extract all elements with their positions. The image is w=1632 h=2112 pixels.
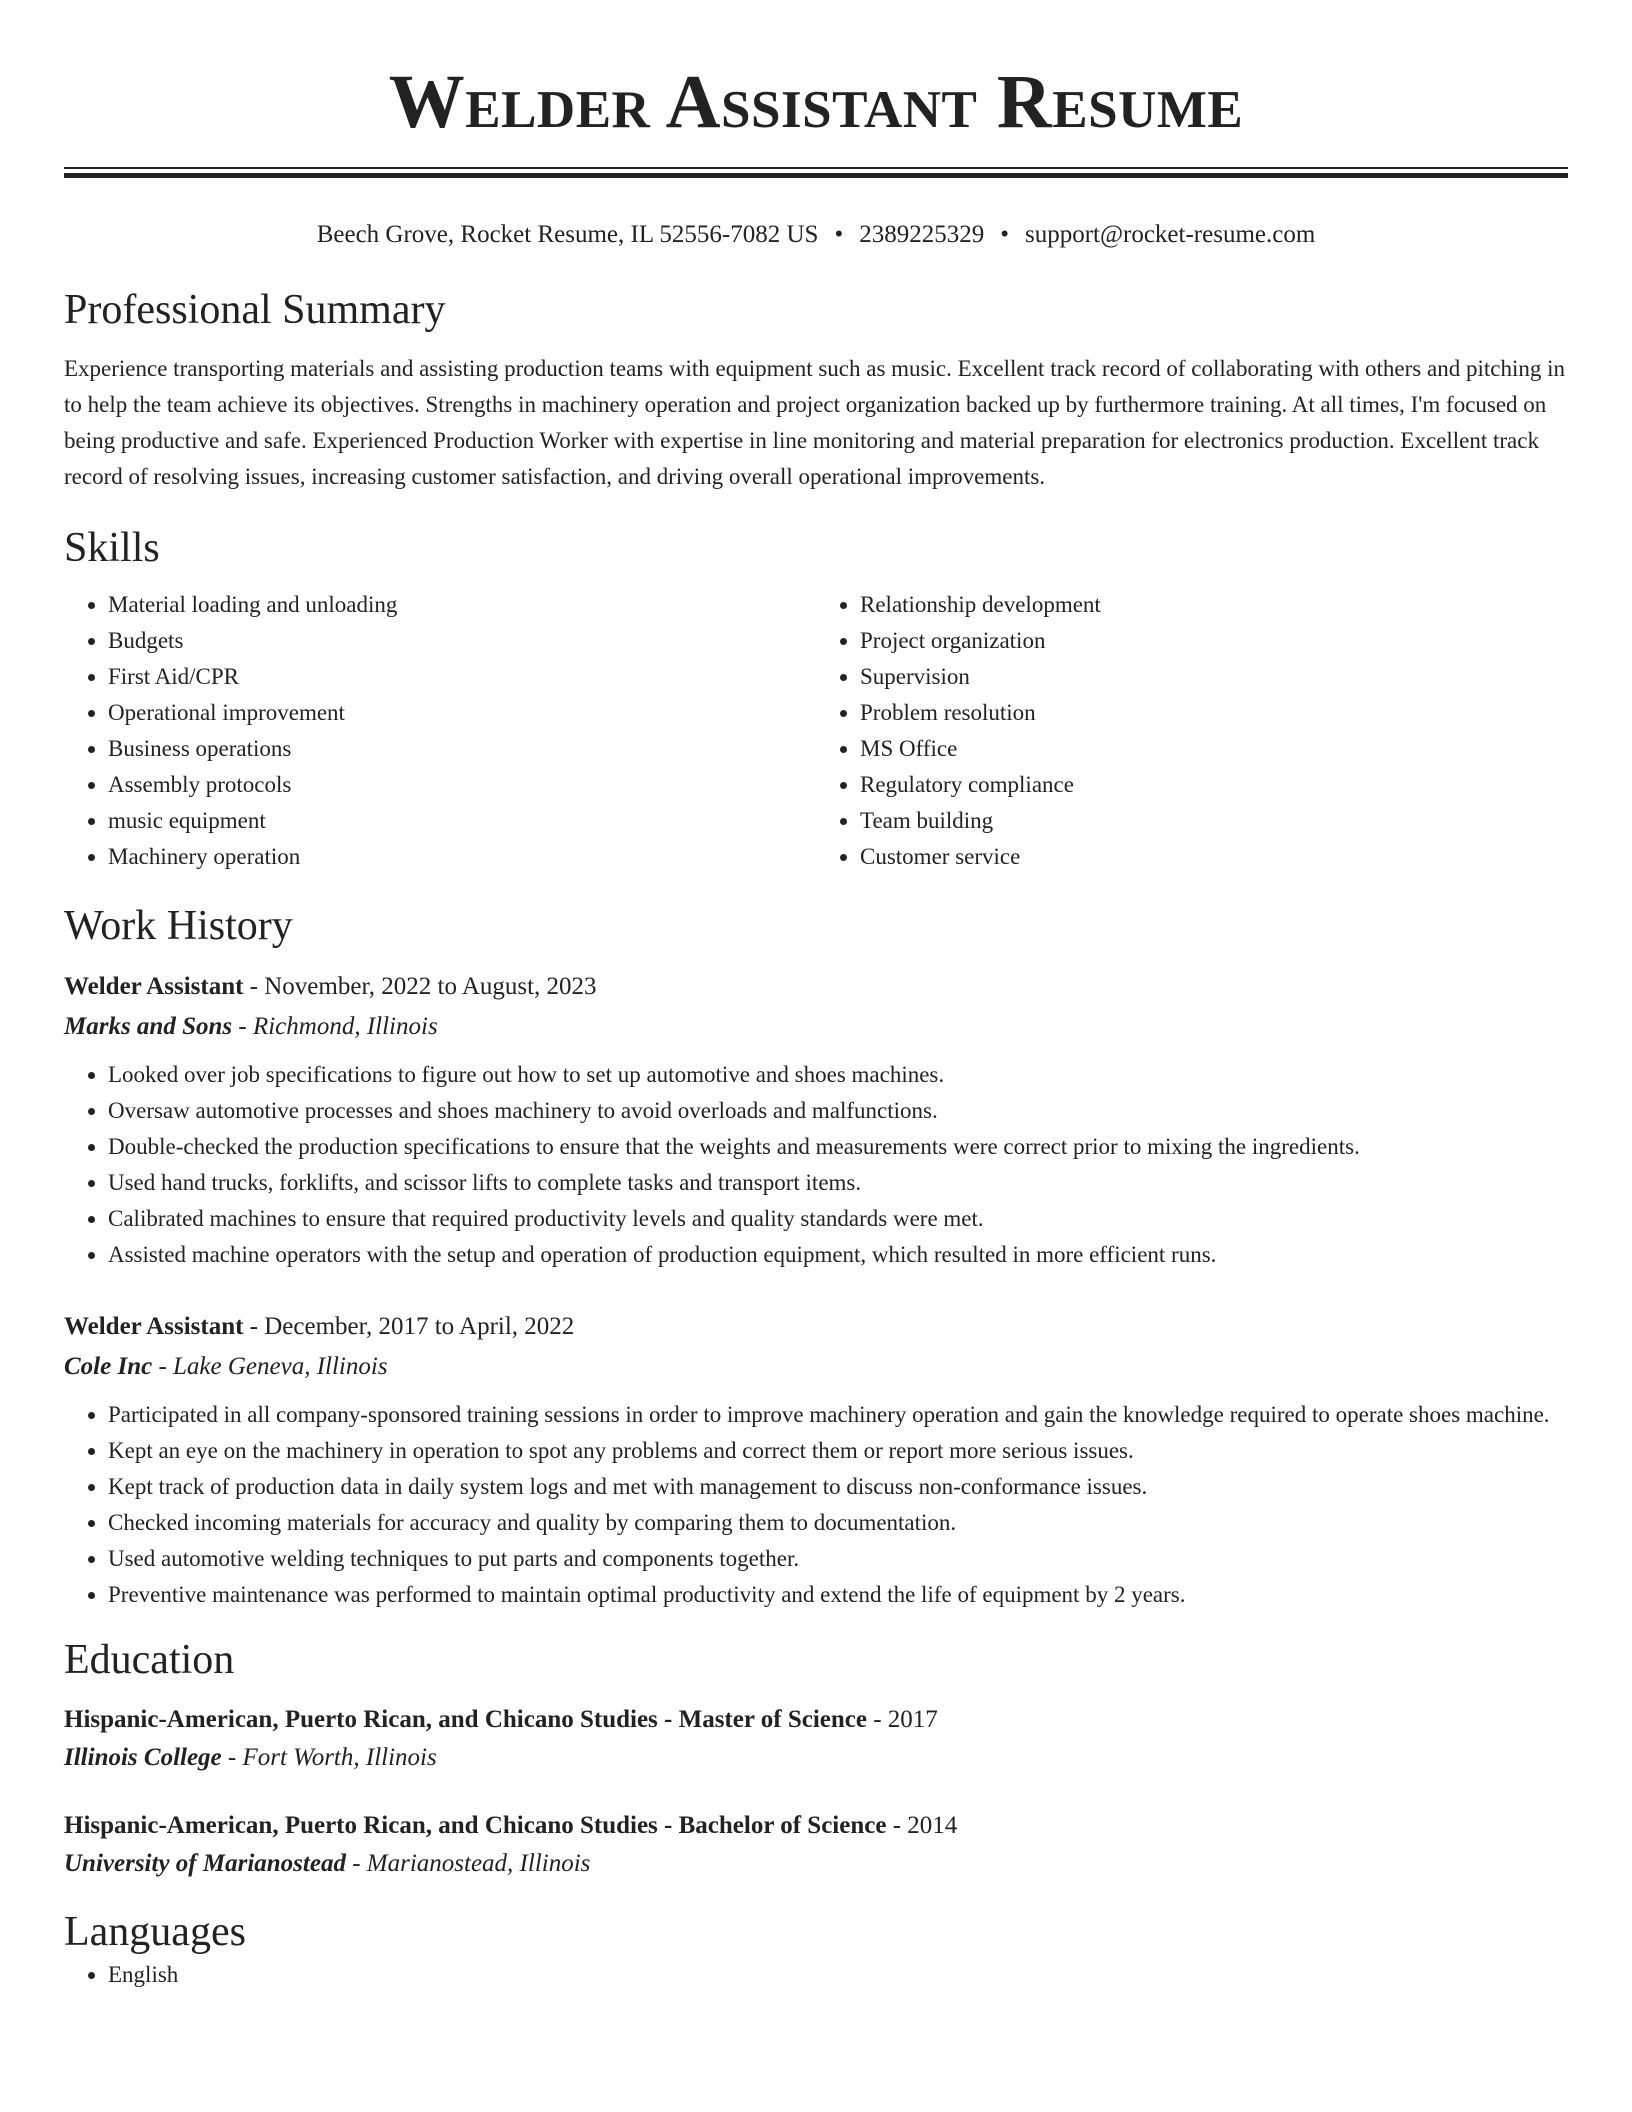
job-company: Marks and Sons: [64, 1013, 233, 1040]
job-dates: - December, 2017 to April, 2022: [243, 1313, 575, 1340]
summary-heading: Professional Summary: [64, 287, 446, 333]
job-title: Welder Assistant: [64, 1313, 244, 1340]
skill-item: • First Aid/CPR: [108, 659, 816, 695]
job-duties: [64, 1057, 1568, 1273]
education-year: - 2017: [866, 1706, 938, 1733]
job-entry: [64, 1307, 1568, 1613]
contact-separator: •: [1000, 221, 1009, 248]
education-entry: [64, 1807, 1568, 1883]
education-degree: Hispanic-American, Puerto Rican, and Chicano Studies - Master of Science: [64, 1706, 867, 1733]
skill-item: • Relationship development: [860, 587, 1568, 623]
job-dates: - November, 2022 to August, 2023: [243, 973, 597, 1000]
job-location: - Richmond, Illinois: [232, 1013, 438, 1040]
summary-text: Experience transporting materials and assisting production teams with equipment such as music. Excellent track record of collaborating with others and pitching in to help the team achieve its objectives. Strengths in machinery operation and project organization backed up by furthermore training. At all times, I'm focused on being productive and safe. Experienced Production Worker with expertise in line monitoring and material preparation for electronics production. Excellent track record of resolving issues, increasing customer satisfaction, and driving overall operational improvements.: [64, 356, 1565, 489]
skill-item: • Assembly protocols: [108, 767, 816, 803]
title-divider: [64, 167, 1568, 178]
job-duty: • Used automotive welding techniques to put parts and components together.: [108, 1541, 1568, 1577]
skills-list: [64, 587, 1568, 875]
skill-item: • Budgets: [108, 623, 816, 659]
job-duty: • Calibrated machines to ensure that required productivity levels and quality standards were met.: [108, 1201, 1568, 1237]
education-degree-line: [64, 1701, 1568, 1739]
contact-phone[interactable]: 2389225329: [859, 221, 985, 248]
education-degree: Hispanic-American, Puerto Rican, and Chicano Studies - Bachelor of Science: [64, 1812, 887, 1839]
education-location: - Fort Worth, Illinois: [221, 1744, 437, 1771]
job-company: Cole Inc: [64, 1353, 153, 1380]
skill-item: • Project organization: [860, 623, 1568, 659]
skill-item: • MS Office: [860, 731, 1568, 767]
job-duty: • Kept track of production data in daily system logs and met with management to discuss non-conformance issues.: [108, 1469, 1568, 1505]
job-company-line: [64, 1007, 1568, 1047]
education-location: - Marianostead, Illinois: [345, 1850, 591, 1877]
job-duty: • Preventive maintenance was performed to maintain optimal productivity and extend the life of equipment by 2 years.: [108, 1577, 1568, 1613]
skills-column-right: [816, 587, 1568, 875]
skill-item: • Operational improvement: [108, 695, 816, 731]
job-entry: [64, 967, 1568, 1273]
education-school-line: [64, 1845, 1568, 1883]
job-duty: • Looked over job specifications to figure out how to set up automotive and shoes machines.: [108, 1057, 1568, 1093]
languages-heading: Languages: [64, 1909, 246, 1955]
job-duties: [64, 1397, 1568, 1613]
contact-email[interactable]: support@rocket-resume.com: [1024, 221, 1316, 248]
contact-separator: •: [834, 221, 844, 248]
skill-item: • Regulatory compliance: [860, 767, 1568, 803]
languages-list: [64, 1957, 1568, 1993]
skill-item: • Material loading and unloading: [108, 587, 816, 623]
skills-heading: Skills: [64, 525, 160, 571]
skill-item: • Customer service: [860, 839, 1568, 875]
education-entry: [64, 1701, 1568, 1777]
skill-item: • Problem resolution: [860, 695, 1568, 731]
education-school: Illinois College: [64, 1744, 222, 1771]
education-school-line: [64, 1739, 1568, 1777]
education-year: - 2014: [886, 1812, 958, 1839]
job-duty: • Double-checked the production specifications to ensure that the weights and measurements were correct prior to mixing the ingredients.: [108, 1129, 1568, 1165]
education-heading: Education: [64, 1637, 235, 1683]
job-company-line: [64, 1347, 1568, 1387]
job-location: - Lake Geneva, Illinois: [152, 1353, 388, 1380]
skills-column-left: [64, 587, 816, 875]
skill-item: • Supervision: [860, 659, 1568, 695]
job-duty: • Kept an eye on the machinery in operation to spot any problems and correct them or report more serious issues.: [108, 1433, 1568, 1469]
job-title-line: [64, 1307, 1568, 1347]
contact-address: Beech Grove, Rocket Resume, IL 52556-7082 US: [316, 221, 819, 248]
work-history-heading: Work History: [64, 903, 293, 949]
job-duty: • Oversaw automotive processes and shoes machinery to avoid overloads and malfunctions.: [108, 1093, 1568, 1129]
job-duty: • Participated in all company-sponsored training sessions in order to improve machinery operation and gain the knowledge required to operate shoes machine.: [108, 1397, 1568, 1433]
skill-item: • Machinery operation: [108, 839, 816, 875]
resume-page: [64, 0, 1568, 1993]
resume-title: Welder Assistant Resume: [388, 60, 1244, 144]
job-title-line: [64, 967, 1568, 1007]
language-item: • English: [108, 1957, 1568, 1993]
education-school: University of Marianostead: [64, 1850, 346, 1877]
job-title: Welder Assistant: [64, 973, 244, 1000]
education-degree-line: [64, 1807, 1568, 1845]
skill-item: • Business operations: [108, 731, 816, 767]
skill-item: • Team building: [860, 803, 1568, 839]
contact-line: [64, 219, 1568, 251]
job-duty: • Used hand trucks, forklifts, and scissor lifts to complete tasks and transport items.: [108, 1165, 1568, 1201]
job-duty: • Checked incoming materials for accuracy and quality by comparing them to documentation.: [108, 1505, 1568, 1541]
job-duty: • Assisted machine operators with the setup and operation of production equipment, which resulted in more efficient runs.: [108, 1237, 1568, 1273]
skill-item: • music equipment: [108, 803, 816, 839]
